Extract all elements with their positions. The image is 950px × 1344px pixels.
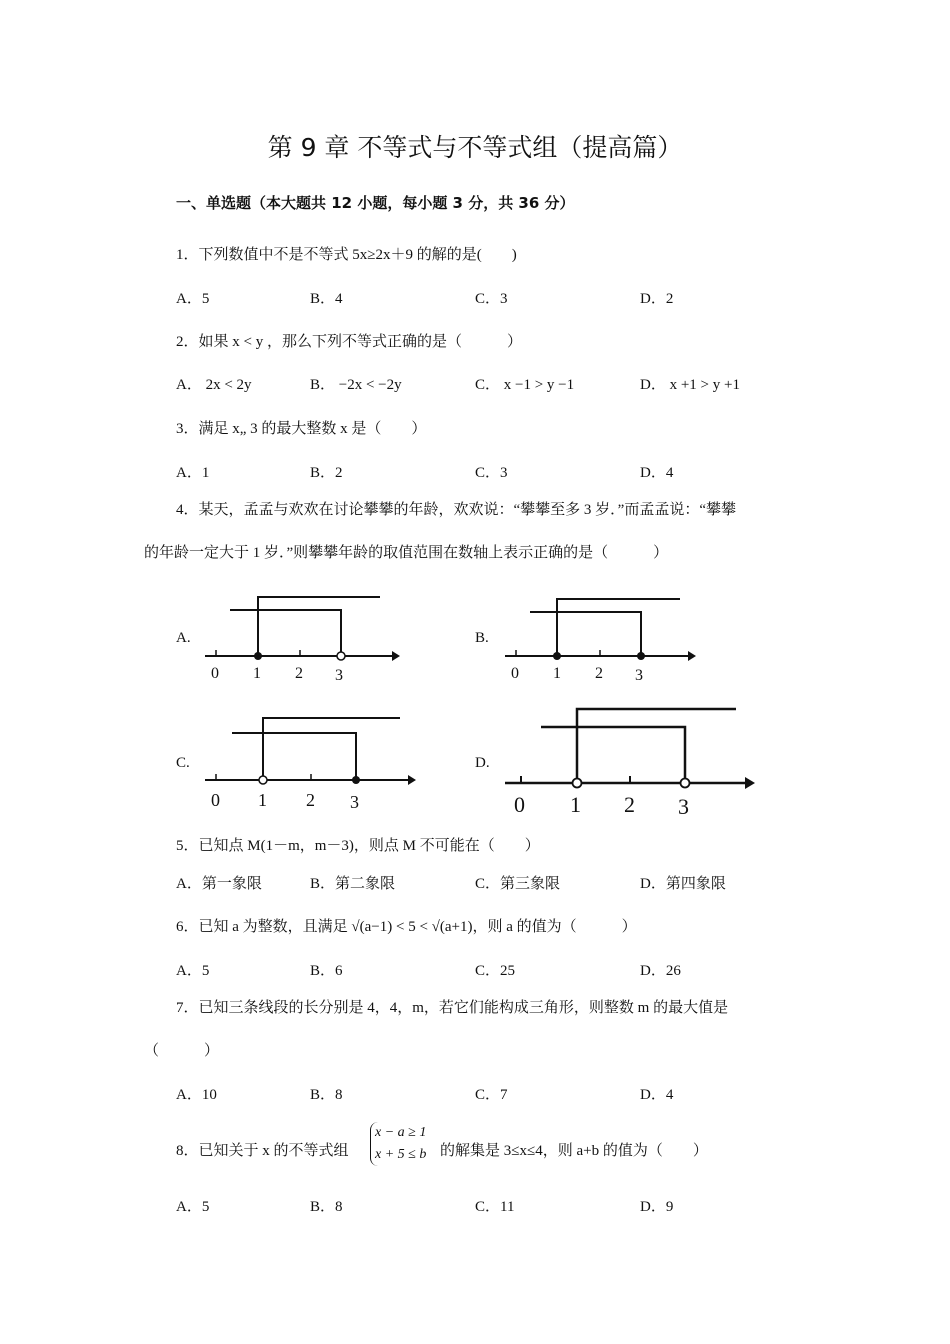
q4-label-a: A.	[176, 630, 191, 646]
tick-label: 3	[678, 794, 689, 819]
range-line-lower	[530, 612, 641, 656]
q3-option-d: D．4	[640, 465, 674, 481]
q4-label-d: D.	[475, 755, 490, 771]
q6-option-b: B．6	[310, 963, 343, 979]
range-line-upper	[577, 709, 736, 783]
range-line-upper	[557, 599, 680, 656]
axis-arrow	[408, 775, 416, 785]
number-line-a	[205, 597, 400, 684]
question-5: 5．已知点 M(1－m，m－3)，则点 M 不可能在（ ）	[176, 838, 540, 854]
question-3: 3．满足 x„ 3 的最大整数 x 是（ ）	[176, 421, 427, 437]
q5-option-b: B．第二象限	[310, 876, 396, 892]
number-line-d	[505, 709, 755, 819]
q8-option-d: D．9	[640, 1199, 674, 1215]
q5-option-a: A．第一象限	[176, 876, 262, 892]
tick-label: 2	[306, 790, 315, 810]
hollow-point	[259, 776, 267, 784]
tick-label: 2	[624, 792, 635, 817]
axis-arrow	[688, 651, 696, 661]
number-line-b	[505, 599, 696, 684]
range-line-lower	[541, 727, 685, 783]
q4-label-b: B.	[475, 630, 489, 646]
q2-option-c: C． x −1 > y −1	[475, 377, 575, 393]
question-8-suffix: 的解集是 3≤x≤4，则 a+b 的值为（ ）	[440, 1143, 708, 1159]
q6-option-a: A．5	[176, 963, 210, 979]
q1-option-d: D．2	[640, 291, 674, 307]
section-heading: 一、单选题（本大题共 12 小题，每小题 3 分，共 36 分）	[176, 194, 575, 212]
q7-option-d: D．4	[640, 1087, 674, 1103]
tick-label: 0	[211, 790, 220, 810]
system-line-1: x − a ≥ 1	[375, 1125, 427, 1140]
q3-option-b: B．2	[310, 465, 343, 481]
question-1: 1．下列数值中不是不等式 5x≥2x＋9 的解的是( )	[176, 247, 517, 263]
axis-arrow	[745, 777, 755, 789]
question-6: 6．已知 a 为整数，且满足 √(a−1) < 5 < √(a+1)，则 a 的值为（ ）	[176, 919, 637, 935]
q8-option-c: C．11	[475, 1199, 515, 1215]
inequality-system	[370, 1122, 426, 1166]
hollow-point	[337, 652, 345, 660]
tick-label: 1	[253, 665, 261, 682]
q6-option-c: C．25	[475, 963, 516, 979]
q7-option-a: A．10	[176, 1087, 217, 1103]
q1-option-c: C．3	[475, 291, 508, 307]
q6-option-d: D．26	[640, 963, 681, 979]
tick-label: 1	[258, 790, 267, 810]
hollow-point	[681, 779, 690, 788]
tick-label: 3	[335, 667, 343, 684]
q5-option-c: C．第三象限	[475, 876, 561, 892]
tick-label: 3	[635, 667, 643, 684]
tick-label: 1	[570, 792, 581, 817]
tick-label: 1	[553, 665, 561, 682]
question-2: 2．如果 x < y ，那么下列不等式正确的是（ ）	[176, 334, 522, 350]
tick-label: 0	[211, 665, 219, 682]
system-brace	[370, 1122, 426, 1166]
range-line-upper	[263, 718, 400, 780]
question-8-prefix: 8．已知关于 x 的不等式组	[176, 1143, 349, 1159]
q3-option-c: C．3	[475, 465, 508, 481]
solid-point	[637, 652, 645, 660]
q7-option-b: B．8	[310, 1087, 343, 1103]
solid-point	[553, 652, 561, 660]
tick-label: 2	[595, 665, 603, 682]
question-7-line-2: （ ）	[144, 1043, 220, 1059]
q1-option-b: B．4	[310, 291, 343, 307]
q8-option-b: B．8	[310, 1199, 343, 1215]
range-line-upper	[258, 597, 380, 656]
q7-option-c: C．7	[475, 1087, 508, 1103]
q2-option-d: D． x +1 > y +1	[640, 377, 740, 393]
q3-option-a: A．1	[176, 465, 210, 481]
range-line-lower	[230, 610, 341, 656]
hollow-point	[573, 779, 582, 788]
tick-label: 3	[350, 792, 359, 812]
q2-option-b: B． −2x < −2y	[310, 377, 402, 393]
tick-label: 0	[514, 792, 525, 817]
solid-point	[352, 776, 360, 784]
page-title: 第 9 章 不等式与不等式组（提高篇）	[267, 133, 683, 162]
question-4-line-2: 的年龄一定大于 1 岁．”则攀攀年龄的取值范围在数轴上表示正确的是（ ）	[144, 545, 669, 561]
q1-option-a: A．5	[176, 291, 210, 307]
q2-option-a: A． 2x < 2y	[176, 377, 252, 393]
tick-label: 0	[511, 665, 519, 682]
axis-arrow	[392, 651, 400, 661]
system-line-2: x + 5 ≤ b	[375, 1147, 427, 1162]
question-4-line-1: 4．某天，孟孟与欢欢在讨论攀攀的年龄，欢欢说：“攀攀至多 3 岁．”而孟孟说：“攀攀	[176, 502, 736, 518]
number-line-c	[205, 718, 416, 812]
tick-label: 2	[295, 665, 303, 682]
q8-option-a: A．5	[176, 1199, 210, 1215]
solid-point	[254, 652, 262, 660]
range-line-lower	[232, 733, 356, 780]
q4-label-c: C.	[176, 755, 190, 771]
question-7-line-1: 7．已知三条线段的长分别是 4，4，m，若它们能构成三角形，则整数 m 的最大值是	[176, 1000, 729, 1016]
q5-option-d: D．第四象限	[640, 876, 726, 892]
